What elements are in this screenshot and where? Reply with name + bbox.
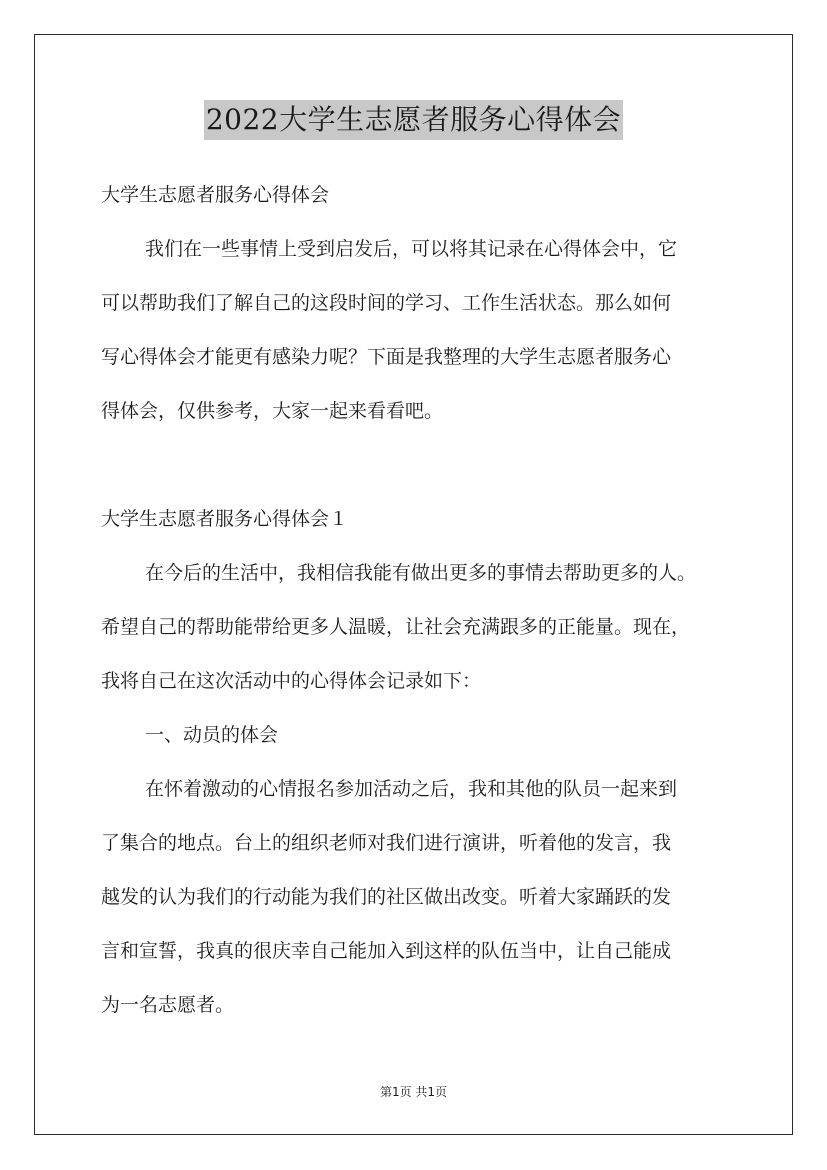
intro-line: 可以帮助我们了解自己的这段时间的学习、工作生活状态。那么如何 <box>101 292 672 314</box>
page-footer: 第1页 共1页 <box>379 1085 448 1099</box>
section-line: 在今后的生活中，我相信我能有做出更多的事情去帮助更多的人。 <box>145 562 697 584</box>
intro-line: 写心得体会才能更有感染力呢？下面是我整理的大学生志愿者服务心 <box>101 346 672 368</box>
section-line: 我将自己在这次活动中的心得体会记录如下： <box>101 670 482 692</box>
section-line: 希望自己的帮助能带给更多人温暖，让社会充满跟多的正能量。现在， <box>101 616 691 638</box>
title-container <box>0 100 827 140</box>
body-line: 了集合的地点。台上的组织老师对我们进行演讲，听着他的发言，我 <box>101 832 672 854</box>
intro-line: 得体会，仅供参考，大家一起来看看吧。 <box>101 400 444 422</box>
document-title: 2022大学生志愿者服务心得体会 <box>204 100 623 140</box>
subtitle: 大学生志愿者服务心得体会 <box>101 184 330 206</box>
intro-line: 我们在一些事情上受到启发后，可以将其记录在心得体会中，它 <box>145 238 678 260</box>
body-line: 言和宣誓，我真的很庆幸自己能加入到这样的队伍当中，让自己能成 <box>101 940 672 962</box>
body-line: 在怀着激动的心情报名参加活动之后，我和其他的队员一起来到 <box>145 778 678 800</box>
section-heading: 大学生志愿者服务心得体会１ <box>101 508 349 530</box>
body-line: 为一名志愿者。 <box>101 994 235 1016</box>
body-line: 越发的认为我们的行动能为我们的社区做出改变。听着大家踊跃的发 <box>101 886 672 908</box>
sub-heading: 一、动员的体会 <box>145 724 279 746</box>
